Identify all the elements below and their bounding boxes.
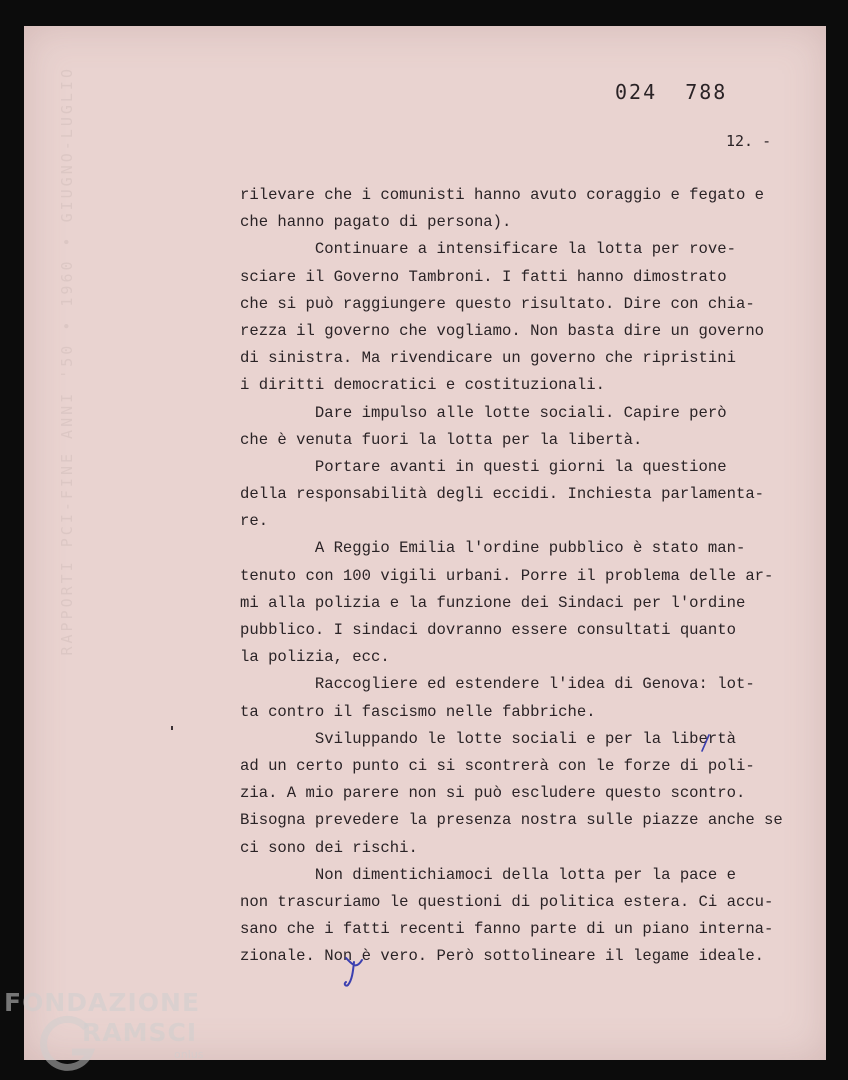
text-line: Continuare a intensificare la lotta per rove-	[240, 240, 736, 259]
text-line: che si può raggiungere questo risultato. Dire con chia-	[240, 294, 755, 313]
pen-correction-mark	[340, 952, 370, 988]
text-line: Dare impulso alle lotte sociali. Capire però	[240, 403, 727, 422]
text-line: che è venuta fuori la lotta per la libertà.	[240, 430, 643, 449]
text-line: Raccogliere ed estendere l'idea di Genova: lot-	[240, 675, 755, 694]
text-line: Non dimentichiamoci della lotta per la pace e	[240, 865, 736, 884]
margin-stamp: RAPPORTI PCI-FINE ANNI '50 • 1960 • GIUGNO-LUGLIO	[58, 66, 76, 656]
text-line: rezza il governo che vogliamo. Non basta dire un governo	[240, 321, 765, 340]
text-line: pubblico. I sindaci dovranno essere consultati quanto	[240, 621, 736, 639]
fondazione-gramsci-watermark	[4, 988, 214, 1080]
text-line: non trascuriamo le questioni di politica estera. Ci accu-	[240, 892, 774, 911]
text-line: A Reggio Emilia l'ordine pubblico è stato man-	[240, 539, 746, 558]
text-line: tenuto con 100 vigili urbani. Porre il problema delle ar-	[240, 566, 774, 585]
text-line: della responsabilità degli eccidi. Inchiesta parlamenta-	[240, 485, 765, 504]
text-line: Sviluppando le lotte sociali e per la libertà	[240, 729, 736, 748]
watermark-suffix: onlus	[174, 1048, 204, 1061]
archive-number: 024 788	[615, 80, 728, 104]
text-line: Bisogna prevedere la presenza nostra sulle piazze anche se	[240, 811, 783, 830]
text-line: mi alla polizia e la funzione dei Sindaci per l'ordine	[240, 593, 746, 612]
text-line: che hanno pagato di persona).	[240, 213, 512, 232]
watermark-subtitle: RAMSCI	[82, 1018, 198, 1047]
text-line: di sinistra. Ma rivendicare un governo che ripristini	[240, 349, 736, 368]
text-line: sano che i fatti recenti fanno parte di un piano interna-	[240, 920, 774, 939]
text-line: ta contro il fascismo nelle fabbriche.	[240, 702, 596, 721]
page-number: 12. -	[726, 132, 772, 150]
text-line: ci sono dei rischi.	[240, 838, 418, 857]
text-line: ad un certo punto ci si scontrerà con le forze di poli-	[240, 756, 755, 775]
text-line: rilevare che i comunisti hanno avuto coraggio e fegato e	[240, 186, 765, 204]
ink-dot	[171, 726, 173, 730]
watermark-title: FONDAZIONE	[4, 988, 201, 1017]
text-line: i diritti democratici e costituzionali.	[240, 376, 605, 395]
text-line: Portare avanti in questi giorni la questione	[240, 457, 727, 476]
text-line: sciare il Governo Tambroni. I fatti hanno dimostrato	[240, 267, 727, 286]
text-line: re.	[240, 512, 269, 531]
text-line: zionale. Non è vero. Però sottolineare il legame ideale.	[240, 947, 765, 966]
pen-correction-stroke	[697, 733, 713, 753]
text-line: zia. A mio parere non si può escludere questo scontro.	[240, 784, 746, 803]
text-line: la polizia, ecc.	[240, 648, 390, 667]
body-text	[240, 182, 800, 970]
